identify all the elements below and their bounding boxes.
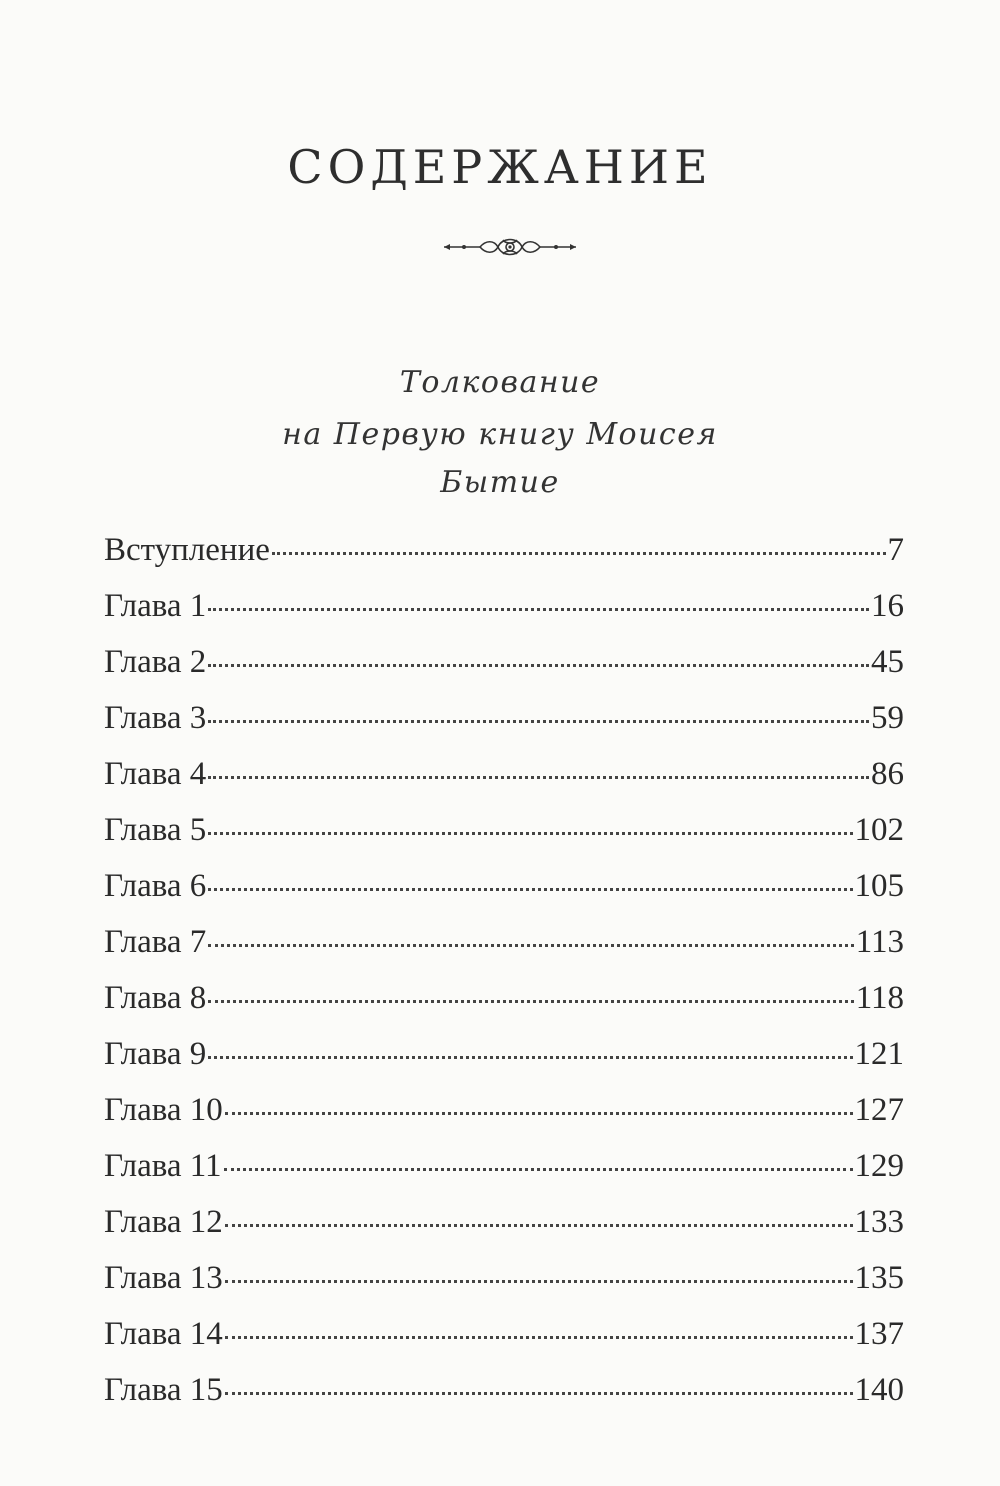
toc-entry-page-number: 133 xyxy=(854,1204,904,1240)
toc-entry-label: Вступление xyxy=(104,532,270,568)
dot-leader xyxy=(225,1112,853,1115)
toc-entry[interactable] xyxy=(104,1316,904,1372)
toc-entry-page-number: 113 xyxy=(855,924,904,960)
toc-entry[interactable] xyxy=(104,644,904,700)
toc-entry-page-number: 45 xyxy=(871,644,904,680)
toc-entry-label: Глава 12 xyxy=(104,1204,223,1240)
toc-entry-label: Глава 11 xyxy=(104,1148,222,1184)
toc-entry-label: Глава 8 xyxy=(104,980,207,1016)
toc-entry[interactable] xyxy=(104,588,904,644)
toc-entry[interactable] xyxy=(104,1204,904,1260)
toc-entry[interactable] xyxy=(104,1260,904,1316)
toc-entry-page-number: 140 xyxy=(854,1372,904,1408)
dot-leader xyxy=(225,1392,853,1395)
toc-entry-label: Глава 9 xyxy=(104,1036,207,1072)
toc-entry[interactable] xyxy=(104,812,904,868)
toc-entry[interactable] xyxy=(104,1036,904,1092)
decorative-flourish-icon xyxy=(440,232,580,262)
dot-leader xyxy=(208,720,869,723)
toc-entry-page-number: 127 xyxy=(854,1092,904,1128)
toc-entry-page-number: 7 xyxy=(887,532,904,568)
dot-leader xyxy=(225,1336,853,1339)
toc-entry[interactable] xyxy=(104,980,904,1036)
toc-entry-label: Глава 6 xyxy=(104,868,207,904)
dot-leader xyxy=(208,832,852,835)
dot-leader xyxy=(208,888,852,891)
dot-leader xyxy=(208,608,869,611)
toc-entry-label: Глава 13 xyxy=(104,1260,223,1296)
toc-entry-page-number: 86 xyxy=(871,756,904,792)
section-title-line-3: Бытие xyxy=(440,465,560,500)
toc-entry[interactable] xyxy=(104,1092,904,1148)
toc-entry-label: Глава 7 xyxy=(104,924,207,960)
toc-entry-page-number: 16 xyxy=(871,588,904,624)
toc-entry-label: Глава 2 xyxy=(104,644,207,680)
section-title-line-2: на Первую книгу Моисея xyxy=(282,417,718,452)
toc-entry-page-number: 105 xyxy=(854,868,904,904)
toc-entry[interactable] xyxy=(104,924,904,980)
toc-entry-label: Глава 5 xyxy=(104,812,207,848)
toc-entry-label: Глава 1 xyxy=(104,588,207,624)
toc-entry[interactable] xyxy=(104,532,904,588)
page-title: СОДЕРЖАНИЕ xyxy=(287,140,713,194)
dot-leader xyxy=(224,1168,853,1171)
toc-entry-page-number: 59 xyxy=(871,700,904,736)
toc-entry[interactable] xyxy=(104,700,904,756)
toc-entry[interactable] xyxy=(104,756,904,812)
toc-entry-label: Глава 14 xyxy=(104,1316,223,1352)
toc-entry-page-number: 135 xyxy=(854,1260,904,1296)
dot-leader xyxy=(225,1224,853,1227)
toc-entry[interactable] xyxy=(104,1372,904,1428)
section-title-line-1: Толкование xyxy=(399,365,601,400)
toc-entry-label: Глава 3 xyxy=(104,700,207,736)
toc-entry-page-number: 118 xyxy=(855,980,904,1016)
toc-entry-page-number: 137 xyxy=(854,1316,904,1352)
table-of-contents xyxy=(104,532,904,1428)
dot-leader xyxy=(208,1056,852,1059)
toc-entry-page-number: 121 xyxy=(854,1036,904,1072)
dot-leader xyxy=(208,776,869,779)
dot-leader xyxy=(208,1000,853,1003)
toc-entry-page-number: 129 xyxy=(854,1148,904,1184)
dot-leader xyxy=(225,1280,853,1283)
toc-entry-page-number: 102 xyxy=(854,812,904,848)
toc-entry-label: Глава 4 xyxy=(104,756,207,792)
toc-entry-label: Глава 15 xyxy=(104,1372,223,1408)
dot-leader xyxy=(272,552,886,555)
toc-entry-label: Глава 10 xyxy=(104,1092,223,1128)
toc-entry[interactable] xyxy=(104,868,904,924)
dot-leader xyxy=(208,664,869,667)
dot-leader xyxy=(208,944,853,947)
toc-entry[interactable] xyxy=(104,1148,904,1204)
